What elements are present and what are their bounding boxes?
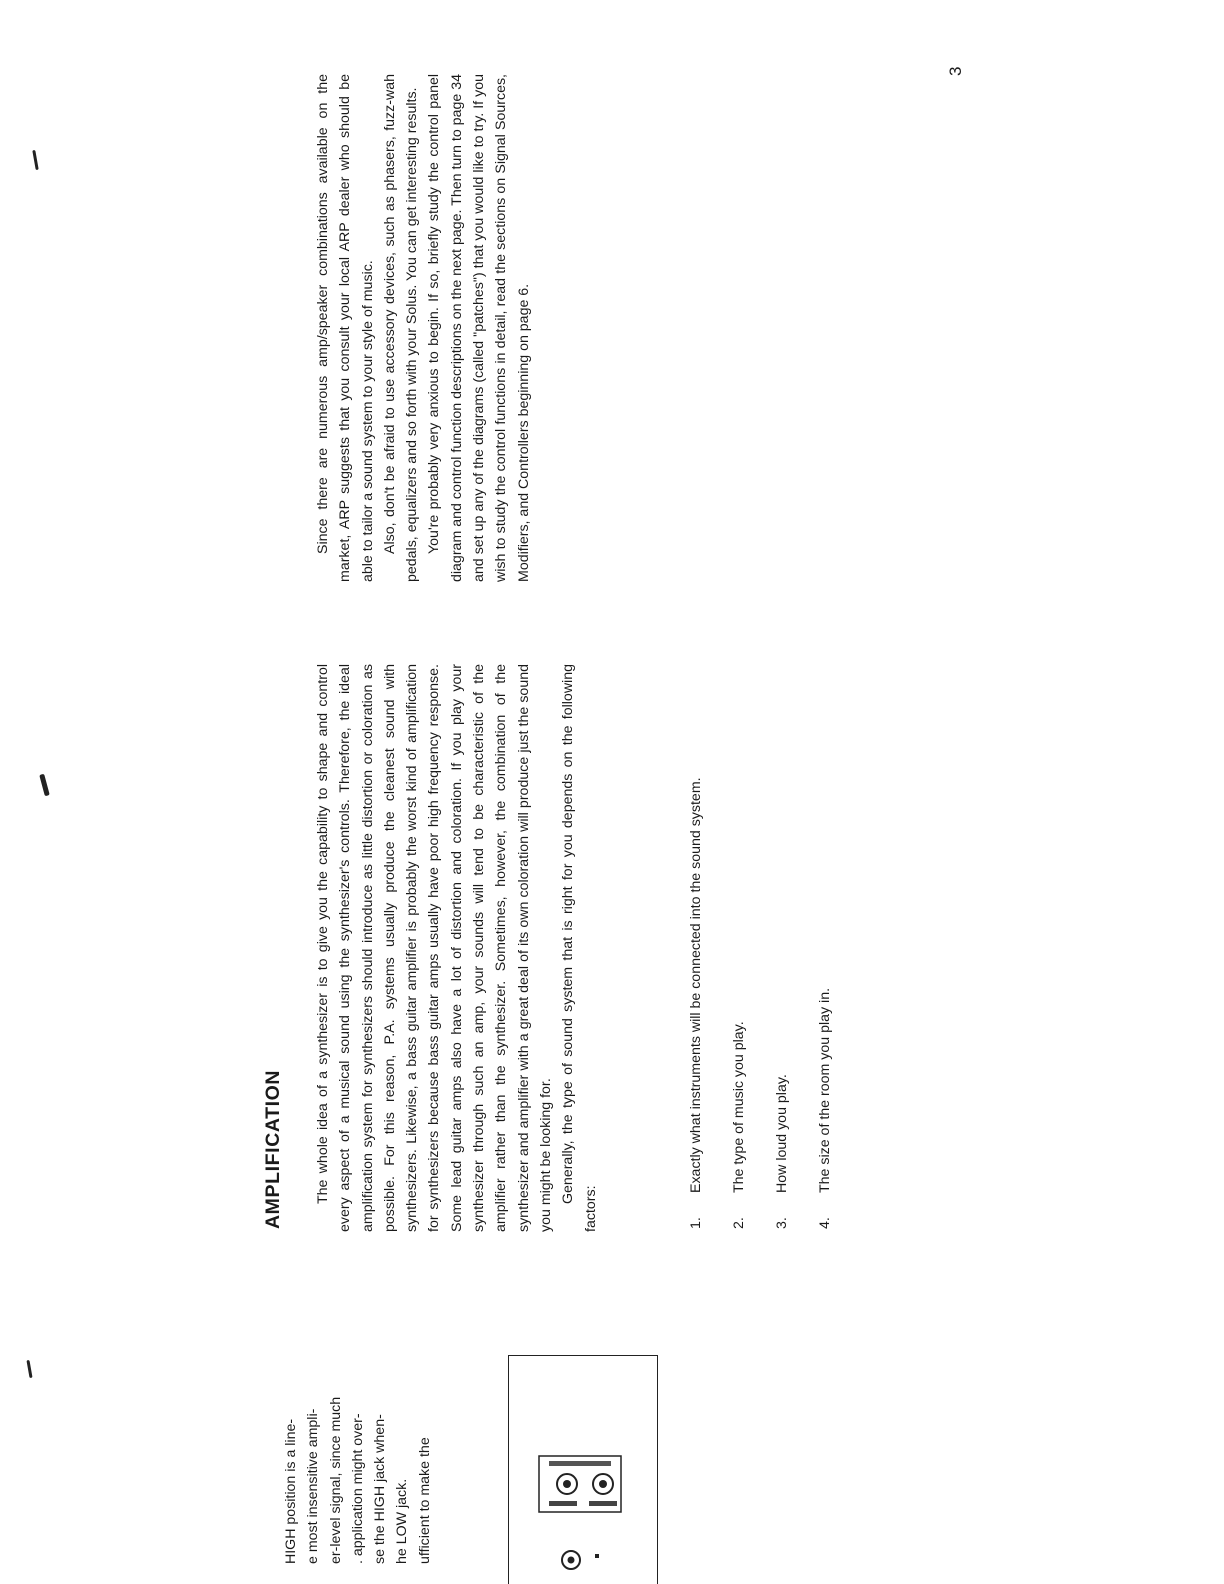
paragraph: The whole idea of a synthesizer is to give you the capability to shape and control every aspect of a musical sound using the synthesizer's controls. Therefore, the ideal amplification system for synthesizers should introduce as little distortion or coloration as possible. For this reason, P.A. systems usually produce the cleanest sound with synthesizers. Likewise, a bass guitar amplifier is probably the worst kind of amplification for synthesizers because bass guitar amps usually have poor high frequency response. Some lead guitar amps also have a lot of distortion and coloration. If you play your synthesizer through such an amp, your sounds will tend to be characteristic of the amplifier rather than the synthesizer. Sometimes, however, the combination of the synthesizer and amplifier with a great deal of its own coloration will produce just the sound you might be looking for. (315, 664, 554, 1232)
paragraph: You're probably very anxious to begin. If so, briefly study the control panel diagram and control function descriptions on the next page. Then turn to page 34 and set up any of the diagrams (called "patches") that you would like to try. If you wish to study the control functions in detail, read the sections on Signal Sources, Modifiers, and Controllers beginning on page 6. (426, 74, 532, 582)
paragraph: Since there are numerous amp/speaker combinations available on the market, ARP suggests that you consult your local ARP dealer who should be able to tailor a sound system to your style of music. (315, 74, 376, 582)
list-item-number: 3. (774, 1217, 790, 1229)
fragment-line: . application might over- (349, 1413, 366, 1564)
fragment-line: e most insensitive ampli- (305, 1408, 322, 1564)
list-item (813, 669, 837, 1229)
list-item-text: Exactly what instruments will be connected into the sound system. (688, 777, 704, 1193)
fragment-line: er-level signal, since much (327, 1396, 344, 1564)
list-item-number: 4. (817, 1217, 833, 1229)
list-item-text: How loud you play. (774, 1074, 790, 1193)
page-number: 3 (946, 66, 965, 76)
page-title: AMPLIFICATION (262, 1069, 284, 1229)
fragment-line: he LOW jack. (394, 1478, 411, 1564)
paragraph: Also, don't be afraid to use accessory devices, such as phasers, fuzz-wah pedals, equalizers and so forth with your Solus. You can get interesting results. (381, 74, 421, 582)
list-item-number: 1. (688, 1217, 704, 1229)
scan-mark (26, 1360, 32, 1378)
list-item-text: The size of the room you play in. (817, 987, 833, 1193)
list-item (770, 669, 794, 1229)
fragment-line: ufficient to make the (416, 1437, 433, 1564)
list-item (727, 669, 751, 1229)
scan-mark (39, 774, 50, 797)
list-item-number: 2. (731, 1217, 747, 1229)
fragment-line: se the HIGH jack when- (372, 1414, 389, 1564)
list-item-text: The type of music you play. (731, 1021, 747, 1193)
left-text-column (312, 664, 602, 1232)
right-text-column (312, 74, 535, 582)
list-item (684, 669, 708, 1229)
amp-out-panel-illustration (508, 1355, 658, 1584)
factors-list (684, 669, 856, 1229)
previous-page-text-fragment (280, 1368, 436, 1564)
jack-panel-drawing (509, 1356, 657, 1584)
paragraph: Generally, the type of sound system that is right for you depends on the following factors: (560, 664, 599, 1232)
fragment-line: HIGH position is a line- (283, 1418, 299, 1564)
scan-mark (32, 150, 38, 170)
